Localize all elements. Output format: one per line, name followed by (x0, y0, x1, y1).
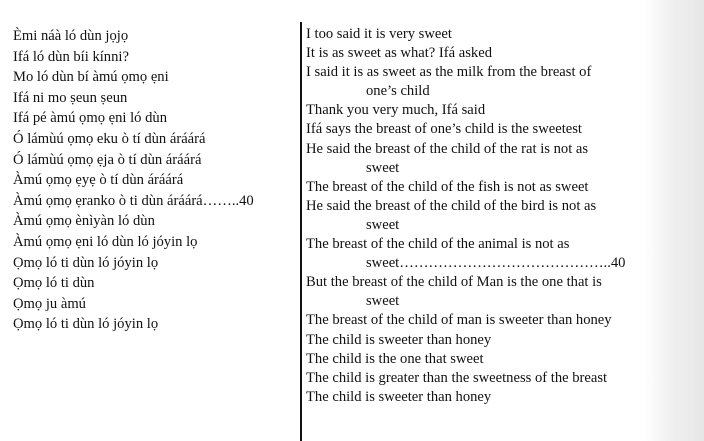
yoruba-text-column (13, 26, 254, 335)
english-line: Thank you very much, Ifá said (306, 102, 486, 119)
english-translation-column (306, 25, 625, 407)
yoruba-line: Àmú ọmọ ènìyàn ló dùn (13, 213, 155, 230)
english-line: The child is sweeter than honey (306, 331, 492, 348)
column-divider (300, 22, 302, 441)
english-line: The child is greater than the sweetness of the breast (306, 369, 608, 386)
english-line: sweet (366, 293, 400, 310)
english-line: He said the breast of the child of the rat is not as (306, 140, 589, 157)
yoruba-line: Ó lámùú ọmọ eku ò tí dùn áráárá (13, 130, 206, 147)
yoruba-line: Ọmọ ló ti dùn ló jóyin lọ (13, 254, 159, 271)
english-line: The child is the one that sweet (306, 350, 484, 367)
yoruba-line: Ifá ni mo ṣeun ṣeun (13, 89, 128, 106)
english-line: sweet……………………………………..40 (366, 255, 626, 272)
english-line: sweet (366, 216, 400, 233)
yoruba-line: Àmú ọmọ ẹyẹ ò tí dùn áráárá (13, 172, 184, 189)
english-line: sweet (366, 159, 400, 176)
english-line: He said the breast of the child of the bird is not as (306, 197, 597, 214)
english-line: The breast of the child of the animal is not as (306, 236, 570, 253)
yoruba-line: Ọmọ ló ti dùn (13, 275, 95, 292)
english-line: The child is sweeter than honey (306, 388, 492, 405)
english-line: I said it is as sweet as the milk from the breast of (306, 64, 592, 81)
yoruba-line: Mo ló dùn bí àmú ọmọ ẹni (13, 69, 169, 86)
english-line: The breast of the child of the fish is not as sweet (306, 178, 589, 195)
english-line: I too said it is very sweet (306, 26, 452, 42)
english-line: one’s child (366, 83, 430, 100)
english-line: But the breast of the child of Man is the one that is (306, 274, 602, 291)
yoruba-line: Ó lámùú ọmọ ẹja ò tí dùn áráárá (13, 151, 202, 168)
yoruba-line: Ọmọ ló ti dùn ló jóyin lọ (13, 316, 159, 333)
yoruba-line: Èmi náà ló dùn jọjọ (13, 28, 129, 44)
yoruba-line: Ọmọ ju àmú (13, 295, 86, 312)
yoruba-line: Ifá ló dùn bíi kínni? (13, 48, 129, 65)
english-line: The breast of the child of man is sweeter than honey (306, 312, 612, 329)
page-edge-shadow (644, 0, 704, 441)
yoruba-line: Àmú ọmọ ẹni ló dùn ló jóyin lọ (13, 233, 198, 250)
yoruba-line: Àmú ọmọ ẹranko ò ti dùn áráárá……..40 (13, 192, 254, 209)
yoruba-line: Ifá pé àmú ọmọ ẹni ló dùn (13, 110, 168, 127)
english-line: It is as sweet as what? Ifá asked (306, 45, 492, 62)
english-line: Ifá says the breast of one’s child is the sweetest (306, 121, 582, 138)
